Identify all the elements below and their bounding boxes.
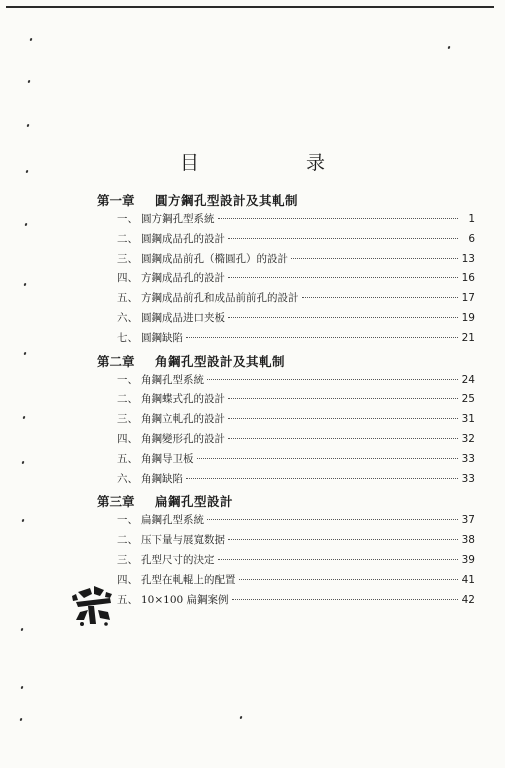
scan-speck xyxy=(23,352,26,356)
scan-speck xyxy=(21,519,24,523)
entry-title: 扁鋼孔型系統 xyxy=(141,514,204,527)
scan-speck xyxy=(447,46,450,50)
entry-number: 二、 xyxy=(117,232,138,245)
entry-title: 孔型在軋輥上的配置 xyxy=(141,573,236,586)
toc-entry xyxy=(97,552,475,572)
toc-entry xyxy=(97,211,475,231)
toc-entry xyxy=(97,391,475,411)
entry-title: 方鋼成品孔的設計 xyxy=(141,272,225,285)
dot-leader xyxy=(218,218,459,219)
entry-page-number: 31 xyxy=(461,413,475,426)
scan-speck xyxy=(29,38,32,42)
entry-title: 圓鋼成品前孔（橢圓孔）的設計 xyxy=(141,252,288,265)
scan-speck xyxy=(20,628,23,632)
entry-title: 角鋼孔型系統 xyxy=(141,373,204,386)
toc-entry xyxy=(97,330,475,350)
table-of-contents xyxy=(97,189,475,611)
entry-number: 七、 xyxy=(117,331,138,344)
entry-number: 二、 xyxy=(117,393,138,406)
toc-entry xyxy=(97,431,475,451)
entry-number: 一、 xyxy=(117,373,138,386)
entry-title: 方鋼成品前孔和成品前前孔的設計 xyxy=(141,292,299,305)
entry-number: 二、 xyxy=(117,534,138,547)
entry-number: 六、 xyxy=(117,311,138,324)
chapter-number: 第二章 xyxy=(97,353,135,369)
entry-title: 圓鋼成品孔的設計 xyxy=(141,232,225,245)
dot-leader xyxy=(207,379,458,380)
entry-number: 五、 xyxy=(117,593,138,606)
dot-leader xyxy=(228,277,458,278)
toc-entry xyxy=(97,512,475,532)
toc-entry xyxy=(97,251,475,271)
entry-page-number: 42 xyxy=(461,593,475,606)
entry-title: 圓方鋼孔型系統 xyxy=(141,213,215,225)
entry-page-number: 37 xyxy=(461,514,475,527)
entry-title: 圓鋼缺陷 xyxy=(141,331,183,344)
toc-entry xyxy=(97,231,475,251)
dot-leader xyxy=(228,418,458,419)
entry-page-number: 13 xyxy=(461,252,475,265)
chapter-heading xyxy=(97,490,475,512)
page-title: 目 录 xyxy=(179,152,369,174)
toc-entry xyxy=(97,592,475,612)
scan-speck xyxy=(21,461,24,465)
entry-title: 角鋼蝶式孔的設計 xyxy=(141,393,225,406)
toc-entry xyxy=(97,372,475,392)
top-border-rule xyxy=(6,6,494,8)
entry-number: 四、 xyxy=(117,573,138,586)
entry-page-number: 21 xyxy=(461,331,475,344)
entry-title: 10×100 扁鋼案例 xyxy=(141,593,229,606)
chapter-heading xyxy=(97,350,475,372)
entry-number: 四、 xyxy=(117,272,138,285)
scan-speck xyxy=(27,80,30,84)
library-seal-stamp xyxy=(70,582,116,628)
toc-entry xyxy=(97,532,475,552)
entry-number: 四、 xyxy=(117,432,138,445)
dot-leader xyxy=(228,398,458,399)
scan-speck xyxy=(24,223,27,227)
dot-leader xyxy=(232,599,458,600)
dot-leader xyxy=(228,539,458,540)
chapter-number: 第三章 xyxy=(97,494,135,510)
entry-title: 角鋼立軋孔的設計 xyxy=(141,413,225,426)
entry-title: 角鋼缺陷 xyxy=(141,472,183,485)
toc-entry xyxy=(97,270,475,290)
entry-number: 五、 xyxy=(117,452,138,465)
chapter-title: 圓方鋼孔型設計及其軋制 xyxy=(155,193,299,208)
entry-number: 六、 xyxy=(117,472,138,485)
scan-speck xyxy=(19,718,22,722)
entry-page-number: 39 xyxy=(461,553,475,566)
toc-entry xyxy=(97,411,475,431)
entry-page-number: 33 xyxy=(461,452,475,465)
dot-leader xyxy=(207,519,458,520)
entry-title: 压下量与展寬数据 xyxy=(141,534,225,547)
dot-leader xyxy=(239,579,459,580)
entry-page-number: 25 xyxy=(461,393,475,406)
scan-speck xyxy=(22,416,25,420)
entry-title: 角鋼變形孔的設計 xyxy=(141,432,225,445)
scan-speck xyxy=(23,283,26,287)
entry-page-number: 33 xyxy=(461,472,475,485)
toc-entry xyxy=(97,310,475,330)
chapter-title: 扁鋼孔型設計 xyxy=(155,494,234,510)
dot-leader xyxy=(197,458,459,459)
entry-number: 五、 xyxy=(117,292,138,305)
dot-leader xyxy=(291,258,458,259)
entry-number: 三、 xyxy=(117,553,138,566)
entry-number: 一、 xyxy=(117,213,138,225)
dot-leader xyxy=(302,297,459,298)
entry-page-number: 41 xyxy=(461,573,475,586)
entry-title: 角鋼导卫板 xyxy=(141,452,194,465)
entry-title: 孔型尺寸的決定 xyxy=(141,553,215,566)
dot-leader xyxy=(186,337,458,338)
dot-leader xyxy=(218,559,459,560)
entry-page-number: 6 xyxy=(468,232,475,245)
chapter-title: 角鋼孔型設計及其軋制 xyxy=(155,353,286,369)
entry-page-number: 1 xyxy=(468,213,475,225)
toc-entry xyxy=(97,451,475,471)
entry-page-number: 19 xyxy=(461,311,475,324)
scan-speck xyxy=(239,716,242,720)
toc-entry xyxy=(97,471,475,491)
entry-page-number: 16 xyxy=(461,272,475,285)
entry-page-number: 17 xyxy=(461,292,475,305)
entry-page-number: 32 xyxy=(461,432,475,445)
dot-leader xyxy=(228,238,458,239)
entry-number: 三、 xyxy=(117,413,138,426)
dot-leader xyxy=(186,478,458,479)
chapter-heading xyxy=(97,189,475,211)
dot-leader xyxy=(228,438,458,439)
entry-number: 三、 xyxy=(117,252,138,265)
entry-title: 圓鋼成品进口夹板 xyxy=(141,311,225,324)
dot-leader xyxy=(228,317,458,318)
entry-number: 一、 xyxy=(117,514,138,527)
toc-entry xyxy=(97,290,475,310)
chapter-number: 第一章 xyxy=(97,193,135,208)
toc-entry xyxy=(97,572,475,592)
scan-speck xyxy=(20,686,23,690)
entry-page-number: 24 xyxy=(461,373,475,386)
scan-speck xyxy=(26,124,29,128)
entry-page-number: 38 xyxy=(461,534,475,547)
